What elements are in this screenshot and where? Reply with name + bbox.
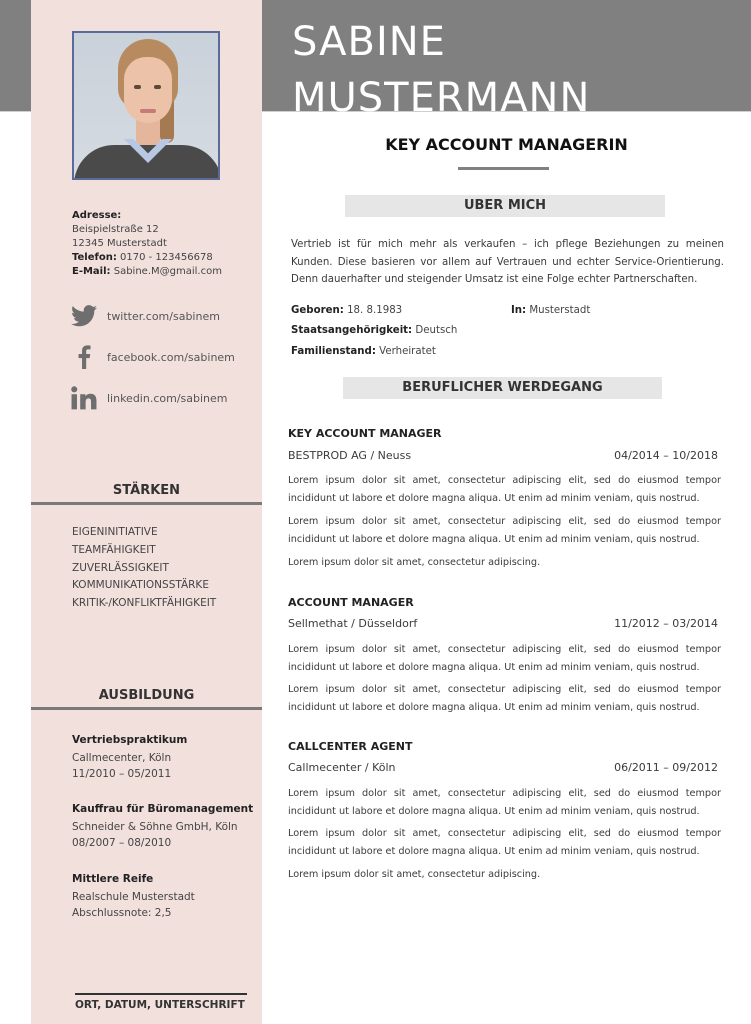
social-facebook[interactable] [69, 344, 235, 370]
job-company-1: BESTPROD AG / Neuss [288, 449, 412, 462]
strength-item: ZUVERLÄSSIGKEIT [72, 561, 169, 574]
phone-label: Telefon: [72, 252, 117, 263]
career-heading: BERUFLICHER WERDEGANG [343, 377, 662, 399]
education-item [72, 801, 253, 851]
twitter-link[interactable]: twitter.com/sabinem [107, 309, 220, 323]
marital-fact: Familienstand: Verheiratet [291, 346, 436, 357]
twitter-icon [69, 303, 99, 329]
strengths-heading: STÄRKEN [112, 483, 181, 498]
education-heading: AUSBILDUNG [98, 688, 195, 703]
strengths-list [72, 524, 216, 613]
job-dates-3: 06/2011 – 09/2012 [614, 761, 718, 774]
social-twitter[interactable] [69, 303, 220, 329]
education-item [72, 732, 187, 782]
last-name: MUSTERMANN [292, 75, 591, 112]
about-heading: UBER MICH [345, 195, 665, 217]
education-rule [31, 707, 262, 710]
street: Beispielstraße 12 [72, 224, 159, 235]
job-title-1: KEY ACCOUNT MANAGER [288, 427, 442, 440]
strengths-rule [31, 502, 262, 505]
signature-label: ORT, DATUM, UNTERSCHRIFT [75, 999, 245, 1011]
facebook-icon [69, 344, 99, 370]
job-description: Lorem ipsum dolor sit amet, consectetur adipiscing elit, sed do eiusmod tempor incididunt ut labore et dolore magna aliqua. Ut enim ad minim veniam, quis nostrud. [288, 475, 721, 504]
education-title: Vertriebspraktikum [72, 734, 188, 746]
job-title-2: ACCOUNT MANAGER [288, 596, 414, 609]
strength-item: TEAMFÄHIGKEIT [72, 543, 156, 556]
education-place: Realschule Musterstadt [72, 891, 195, 903]
job-description: Lorem ipsum dolor sit amet, consectetur adipiscing. [288, 557, 541, 568]
job-description: Lorem ipsum dolor sit amet, consectetur adipiscing elit, sed do eiusmod tempor incididunt ut labore et dolore magna aliqua. Ut enim ad minim veniam, quis nostrud. [288, 644, 721, 673]
education-place: Schneider & Söhne GmbH, Köln [72, 821, 238, 833]
email-value: Sabine.M@gmail.com [110, 266, 222, 277]
job-dates-1: 04/2014 – 10/2018 [614, 449, 718, 462]
education-place: Callmecenter, Köln [72, 752, 172, 764]
education-title: Kauffrau für Büromanagement [72, 803, 254, 815]
job-company-2: Sellmethat / Düsseldorf [288, 617, 418, 630]
name-block [262, 0, 751, 112]
job-description: Lorem ipsum dolor sit amet, consectetur adipiscing elit, sed do eiusmod tempor incididunt ut labore et dolore magna aliqua. Ut enim ad minim veniam, quis nostrud. [288, 788, 721, 817]
job-description: Lorem ipsum dolor sit amet, consectetur adipiscing elit, sed do eiusmod tempor incididunt ut labore et dolore magna aliqua. Ut enim ad minim veniam, quis nostrud. [288, 516, 721, 545]
address-label: Adresse: [72, 210, 122, 221]
job-title-3: CALLCENTER AGENT [288, 740, 413, 753]
facebook-link[interactable]: facebook.com/sabinem [107, 350, 235, 364]
contact-block [72, 209, 222, 279]
birthplace-fact: In: Musterstadt [511, 305, 591, 316]
first-name: SABINE [292, 19, 446, 65]
job-company-3: Callmecenter / Köln [288, 761, 396, 774]
city: 12345 Musterstadt [72, 238, 167, 249]
education-item [72, 871, 195, 921]
email-label: E-Mail: [72, 266, 111, 277]
job-description: Lorem ipsum dolor sit amet, consectetur adipiscing elit, sed do eiusmod tempor incididunt ut labore et dolore magna aliqua. Ut enim ad minim veniam, quis nostrud. [288, 684, 721, 713]
nationality-fact: Staatsangehörigkeit: Deutsch [291, 325, 458, 336]
strength-item: KRITIK-/KONFLIKTFÄHIGKEIT [72, 597, 217, 610]
born-fact: Geboren: 18. 8.1983 [291, 305, 403, 316]
strength-item: EIGENINITIATIVE [72, 526, 158, 538]
title-rule [458, 167, 549, 170]
strength-item: KOMMUNIKATIONSSTÄRKE [72, 579, 209, 592]
linkedin-link[interactable]: linkedin.com/sabinem [107, 391, 228, 405]
job-description: Lorem ipsum dolor sit amet, consectetur adipiscing elit, sed do eiusmod tempor incididunt ut labore et dolore magna aliqua. Ut enim ad minim veniam, quis nostrud. [288, 828, 721, 857]
linkedin-icon [69, 385, 99, 411]
social-linkedin[interactable] [69, 385, 228, 411]
job-dates-2: 11/2012 – 03/2014 [614, 617, 718, 630]
profile-photo [72, 31, 220, 180]
education-dates: Abschlussnote: 2,5 [72, 907, 172, 919]
about-text: Vertrieb ist für mich mehr als verkaufen – ich pflege Beziehungen zu meinen Kunden. Diese basieren vor allem auf Vertrauen und echter Service-Orientierung. Denn dauerhafter und steigender Umsatz ist eine Folge echter Partnerschaften. [291, 239, 724, 285]
sidebar [31, 0, 262, 1024]
job-description: Lorem ipsum dolor sit amet, consectetur adipiscing. [288, 869, 541, 880]
education-dates: 11/2010 – 05/2011 [72, 768, 172, 780]
phone-value: 0170 - 123456678 [116, 252, 213, 263]
education-title: Mittlere Reife [72, 873, 154, 885]
education-dates: 08/2007 – 08/2010 [72, 837, 172, 849]
job-title: KEY ACCOUNT MANAGERIN [385, 135, 628, 154]
signature-line [75, 993, 247, 995]
